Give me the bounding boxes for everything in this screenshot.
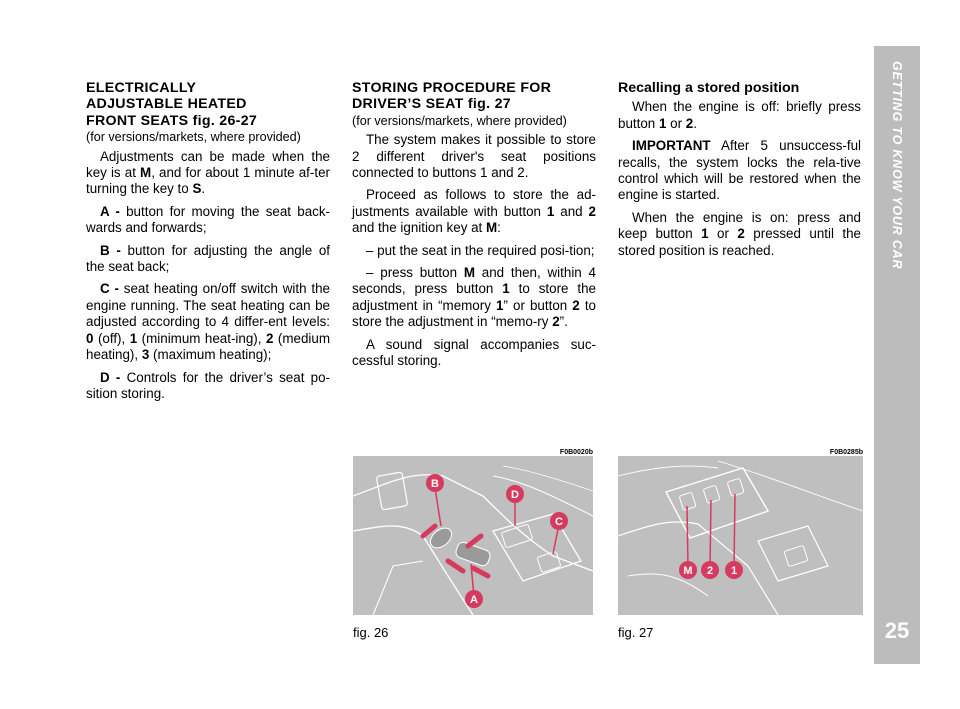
recall-paragraph-1: When the engine is off: briefly press button 1 or 2. [618,99,861,131]
heading-line-1: STORING PROCEDURE FOR [352,80,552,96]
svg-text:2: 2 [706,565,714,577]
step-1: – put the seat in the required posi-tion; [366,242,595,258]
availability-note: (for versions/markets, where provided) [86,130,301,145]
recall-paragraph-2: When the engine is on: press and keep button 1 or 2 pressed until the stored position is reached. [618,209,861,258]
heading-line-2: DRIVER’S SEAT fig. 27 [352,96,511,113]
intro-paragraph: Adjustments can be made when the key is at M, and for about 1 minute af-ter turning the key to S. [86,148,330,197]
important-note: IMPORTANT After 5 unsuccess-ful recalls, the system locks the rela-tive control which will be restored when the engine is started. [618,138,861,203]
svg-text:B: B [431,478,439,490]
item-d: D - Controls for the driver’s seat po-sition storing. [86,369,331,401]
fig27-code: F0B0285b [829,449,863,456]
page-number: 25 [884,618,910,643]
column-recall [618,80,861,265]
svg-text:1: 1 [730,565,738,577]
svg-text:D: D [511,489,519,501]
memory-buttons-illustration [618,456,863,615]
recall-title: Recalling a stored position [618,80,800,96]
fig26-caption: fig. 26 [353,625,389,640]
paragraph-sound-signal: A sound signal accompanies suc-cessful storing. [352,336,596,369]
callout-c [550,512,568,530]
svg-text:M: M [683,565,693,577]
callout-b [426,474,444,492]
callout-1 [725,561,743,579]
column-storing-procedure [352,80,596,376]
paragraph-2: Proceed as follows to store the ad-justments available with button 1 and 2 and the ignition key at M: [352,187,596,236]
svg-text:A: A [470,594,478,606]
item-a: A - button for moving the seat back-wards and forwards; [86,203,330,236]
callout-a [465,590,483,608]
figure-27-memory-buttons [618,456,863,615]
fig26-code: F0B0020b [559,449,593,456]
item-b: B - button for adjusting the angle of the seat back; [86,242,331,275]
step-2: – press button M and then, within 4 seconds, press button 1 to store the adjustment in “memory 1” or button 2 to store the adjustment in “memo-ry 2”. [352,265,596,330]
callout-2 [701,561,719,579]
column-heated-seats [86,80,330,408]
item-c: C - seat heating on/off switch with the engine running. The seat heating can be adjusted according to 4 differ-ent levels: 0 (off), 1 (minimum heat-ing), 2 (medium heating), 3 (maximum heating); [86,281,330,363]
fig27-caption: fig. 27 [618,625,654,640]
paragraph-1: The system makes it possible to store 2 different driver's seat positions connected to buttons 1 and 2. [352,132,596,181]
figure-26-seat-controls [353,456,593,615]
seat-controls-illustration [353,456,593,615]
callout-m [679,561,697,579]
heading-line-3: FRONT SEATS fig. 26-27 [86,112,258,129]
callout-d [506,485,524,503]
heading-line-1: ELECTRICALLY [86,80,197,96]
section-side-tab: GETTING TO KNOW YOUR CAR 25 [874,46,920,664]
heading-line-2: ADJUSTABLE HEATED [86,96,247,113]
svg-text:C: C [555,516,563,528]
availability-note: (for versions/markets, where provided) [352,113,567,128]
